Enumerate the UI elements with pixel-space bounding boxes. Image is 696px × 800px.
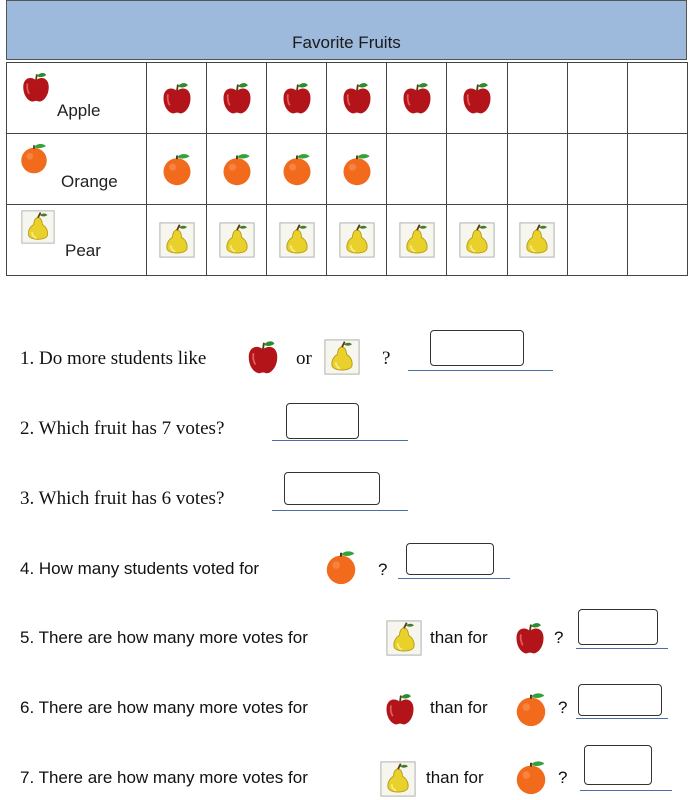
orange-icon: [322, 548, 360, 586]
answer-line-1: [408, 370, 553, 371]
row-label-cell: [7, 134, 147, 205]
question-7-than: than for: [426, 768, 484, 787]
answer-line-5: [576, 648, 668, 649]
answer-line-7: [580, 790, 672, 791]
table-row-pear: [7, 205, 688, 276]
pictograph-cell: [327, 134, 387, 205]
pear-icon: [21, 209, 55, 245]
answer-box-3[interactable]: [284, 472, 380, 505]
pictograph-cell: [147, 205, 207, 276]
answer-line-2: [272, 440, 408, 441]
answer-box-2[interactable]: [286, 403, 359, 439]
pictograph-cell: [267, 63, 327, 134]
question-4-qmark: ?: [378, 560, 388, 579]
question-7-text: 7. There are how many more votes for: [20, 768, 308, 787]
orange-icon: [512, 758, 550, 796]
pear-icon: [380, 760, 416, 798]
pear-icon: [399, 221, 435, 259]
pear-icon: [219, 221, 255, 259]
question-6-than: than for: [430, 698, 488, 717]
apple-icon: [459, 79, 495, 117]
table-title: Favorite Fruits: [292, 33, 401, 52]
question-5-than: than for: [430, 628, 488, 647]
pictograph-cell: [207, 63, 267, 134]
pictograph-cell: [267, 205, 327, 276]
question-5-text: 5. There are how many more votes for: [20, 628, 308, 647]
pear-icon: [459, 221, 495, 259]
question-6-text: 6. There are how many more votes for: [20, 698, 308, 717]
pictograph-cell: [387, 63, 447, 134]
pictograph-cell: [267, 134, 327, 205]
question-1-or: or: [296, 348, 312, 369]
question-3-text: 3. Which fruit has 6 votes?: [20, 488, 225, 509]
pictograph-cell: [207, 134, 267, 205]
pictograph-table: [6, 0, 689, 277]
question-6-qmark: ?: [558, 698, 568, 717]
apple-icon: [19, 69, 53, 105]
pictograph-cell: [387, 134, 447, 205]
pear-icon: [159, 221, 195, 259]
pictograph-cell: [567, 63, 627, 134]
pear-icon: [339, 221, 375, 259]
answer-box-1[interactable]: [430, 330, 524, 366]
apple-icon: [219, 79, 255, 117]
orange-icon: [159, 150, 195, 188]
pictograph-cell: [447, 63, 507, 134]
pictograph-cell: [147, 63, 207, 134]
question-1-qmark: ?: [382, 348, 391, 369]
pictograph-grid: [6, 62, 688, 276]
orange-icon: [17, 140, 51, 176]
orange-icon: [219, 150, 255, 188]
answer-line-3: [272, 510, 408, 511]
answer-box-6[interactable]: [578, 684, 662, 716]
pictograph-cell: [567, 134, 627, 205]
row-label: Pear: [65, 241, 101, 260]
pictograph-cell: [147, 134, 207, 205]
apple-icon: [399, 79, 435, 117]
orange-icon: [512, 690, 550, 728]
apple-icon: [339, 79, 375, 117]
row-label: Apple: [57, 101, 101, 120]
pictograph-cell: [567, 205, 627, 276]
question-7-qmark: ?: [558, 768, 568, 787]
question-2-text: 2. Which fruit has 7 votes?: [20, 418, 225, 439]
answer-box-7[interactable]: [584, 745, 652, 785]
pear-icon: [324, 338, 360, 376]
pear-icon: [386, 619, 422, 657]
pear-icon: [519, 221, 555, 259]
answer-box-4[interactable]: [406, 543, 494, 575]
pictograph-cell: [627, 63, 687, 134]
orange-icon: [339, 150, 375, 188]
pictograph-cell: [327, 205, 387, 276]
pictograph-cell: [507, 63, 567, 134]
question-1-text: 1. Do more students like: [20, 348, 207, 369]
pictograph-cell: [447, 134, 507, 205]
answer-box-5[interactable]: [578, 609, 658, 645]
apple-icon: [244, 338, 282, 376]
row-label: Orange: [61, 172, 118, 191]
pictograph-cell: [387, 205, 447, 276]
question-5-qmark: ?: [554, 628, 564, 647]
pictograph-cell: [327, 63, 387, 134]
pictograph-cell: [627, 205, 687, 276]
orange-icon: [279, 150, 315, 188]
answer-line-4: [398, 578, 510, 579]
pictograph-cell: [627, 134, 687, 205]
row-label-cell: [7, 205, 147, 276]
pictograph-cell: [207, 205, 267, 276]
pictograph-cell: [447, 205, 507, 276]
pictograph-cell: [507, 134, 567, 205]
apple-icon: [159, 79, 195, 117]
pictograph-cell: [507, 205, 567, 276]
row-label-cell: [7, 63, 147, 134]
answer-line-6: [576, 718, 668, 719]
apple-icon: [512, 619, 548, 657]
table-row-apple: [7, 63, 688, 134]
table-row-orange: [7, 134, 688, 205]
table-title-bar: [6, 0, 687, 60]
pear-icon: [279, 221, 315, 259]
apple-icon: [279, 79, 315, 117]
apple-icon: [382, 690, 418, 728]
question-4-text: 4. How many students voted for: [20, 559, 260, 578]
